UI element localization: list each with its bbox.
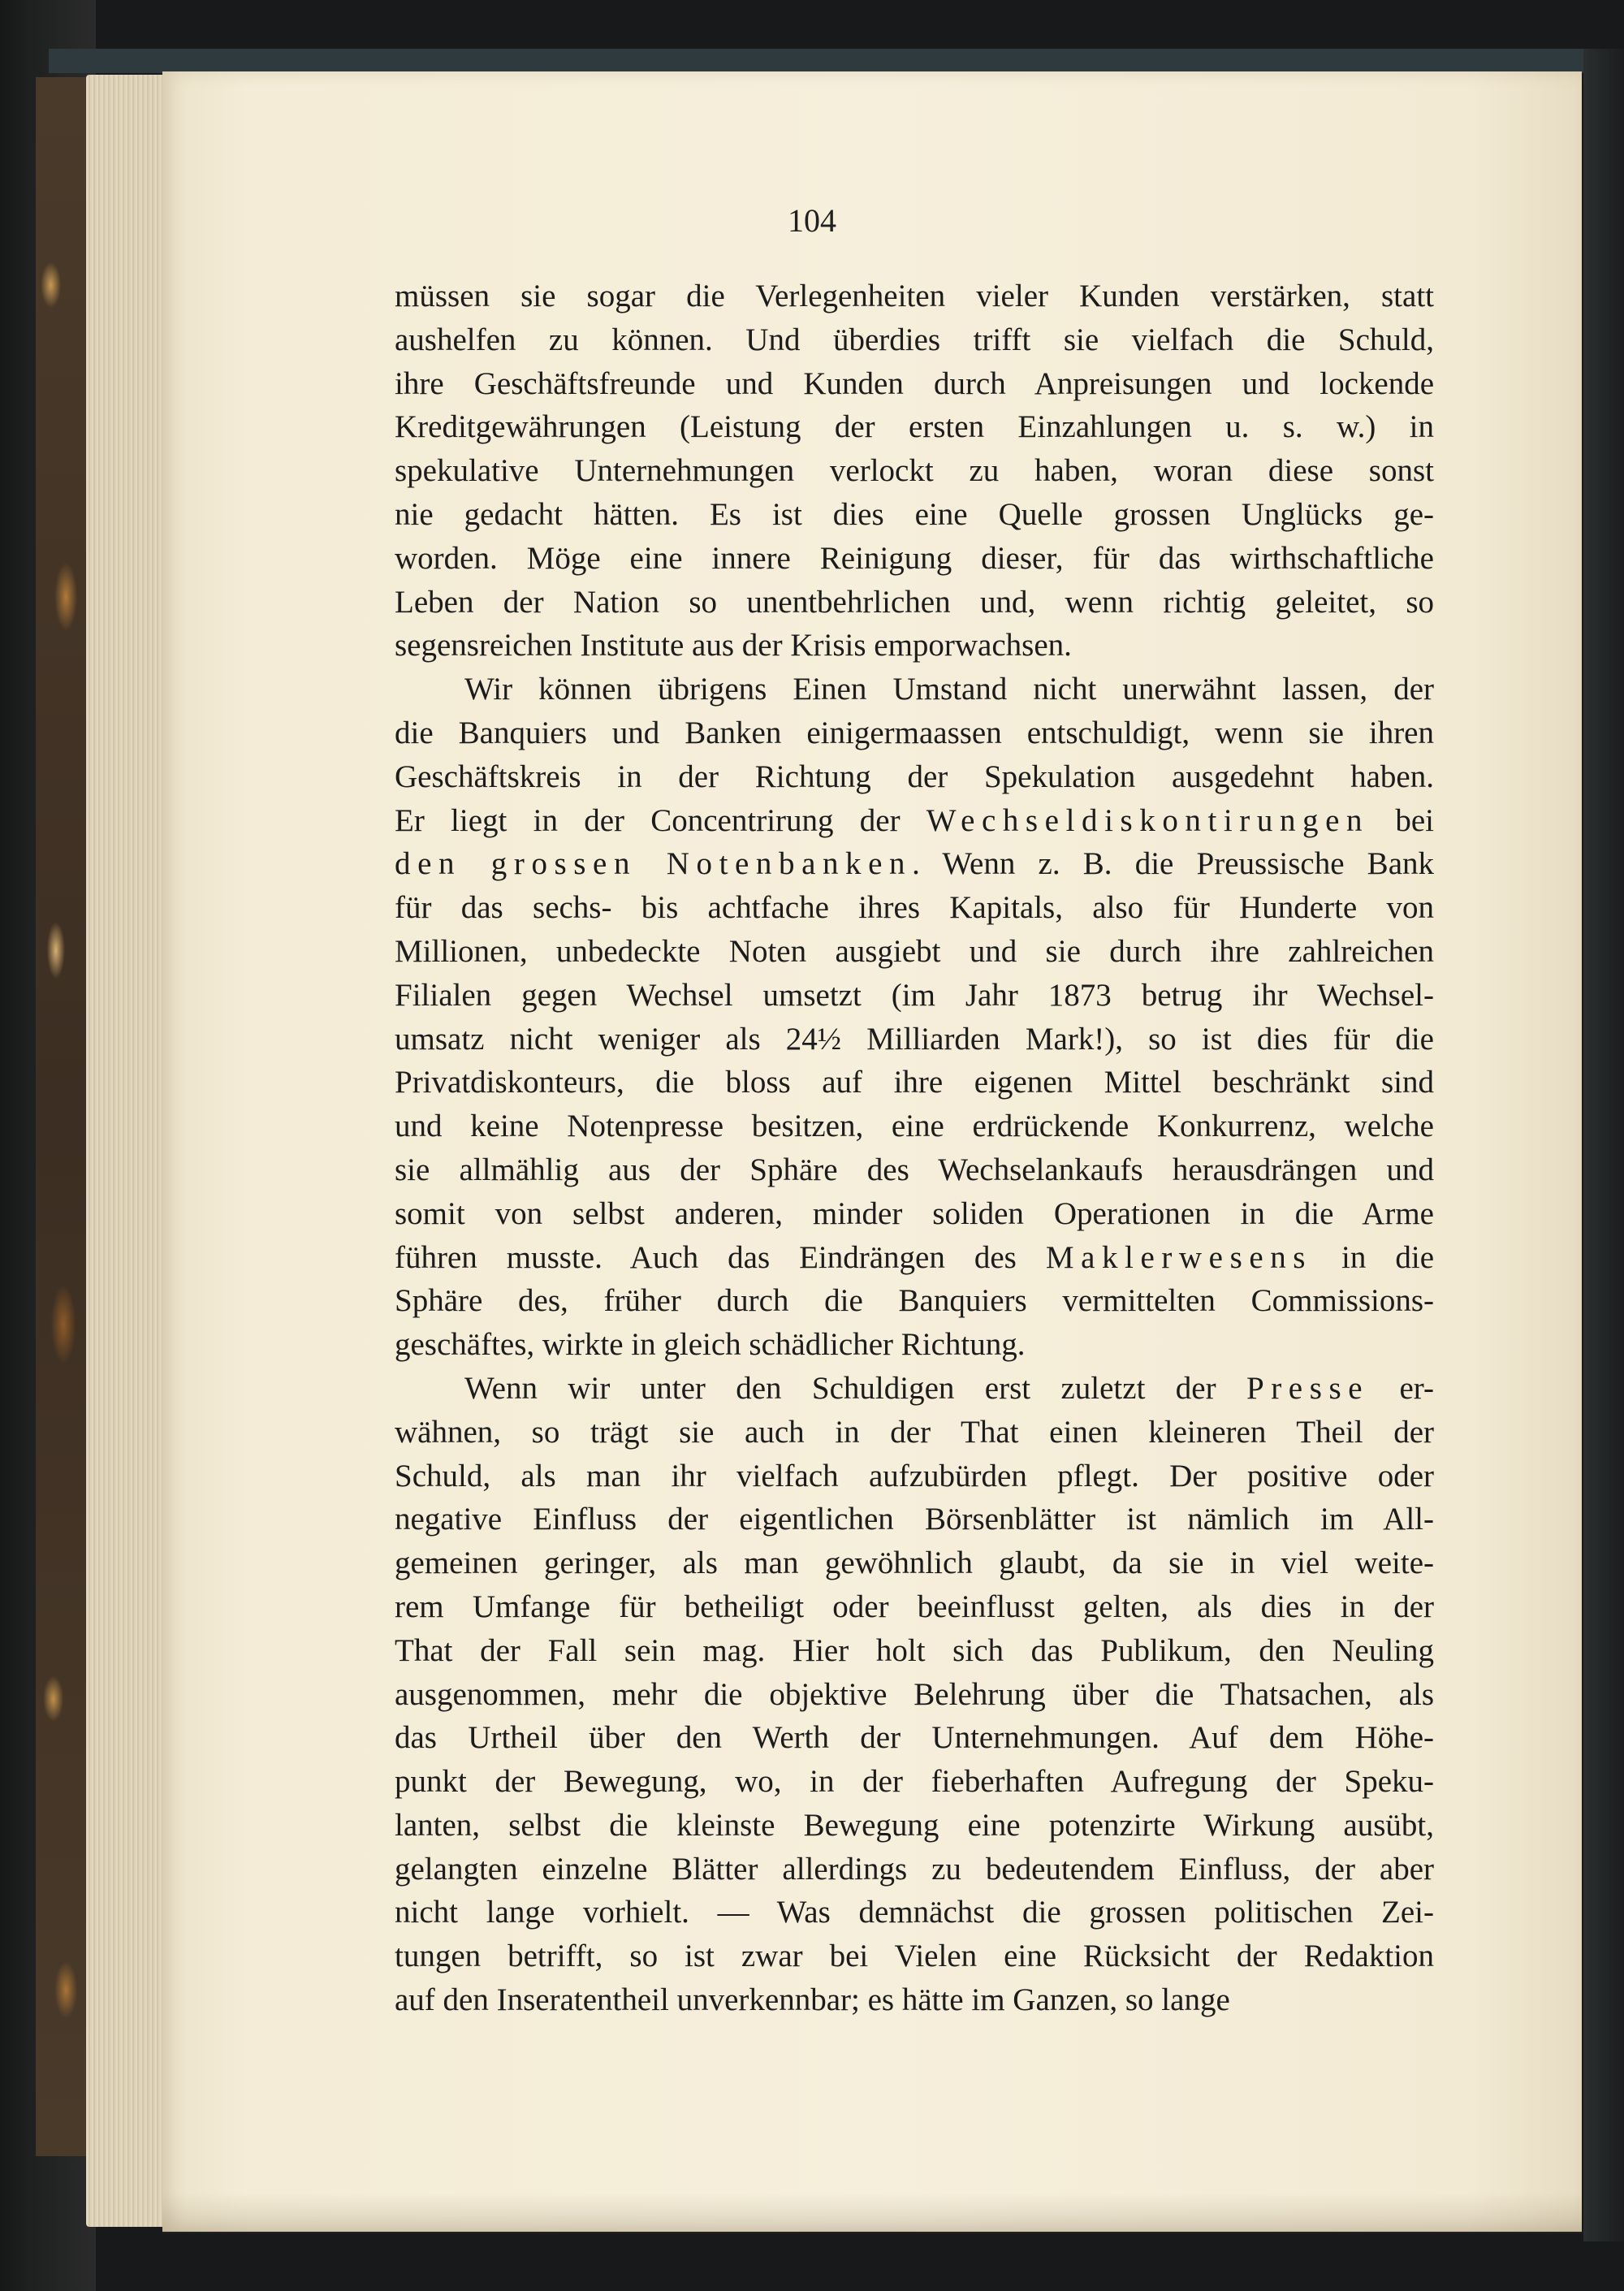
text-line bbox=[395, 1323, 1434, 1367]
text-line bbox=[395, 1367, 1434, 1411]
text-segment: Sphäre des, früher durch die Banquiers vermittelten Commissions- bbox=[395, 1283, 1434, 1319]
text-line bbox=[395, 1760, 1434, 1804]
text-segment: geschäftes, wirkte in gleich schädlicher Richtung. bbox=[395, 1327, 1026, 1363]
text-segment: Leben der Nation so unentbehrlichen und, wenn richtig geleitet, so bbox=[395, 584, 1434, 620]
text-line bbox=[395, 1716, 1434, 1760]
spaced-emphasis: Wechseldiskontirungen bbox=[926, 802, 1370, 838]
spaced-emphasis: Maklerwesens bbox=[1045, 1239, 1313, 1275]
text-line bbox=[395, 1498, 1434, 1541]
text-segment: Millionen, unbedeckte Noten ausgiebt und sie durch ihre zahlreichen bbox=[395, 933, 1434, 969]
text-segment: umsatz nicht weniger als 24½ Milliarden Mark!), so ist dies für die bbox=[395, 1021, 1434, 1057]
text-line bbox=[395, 1236, 1434, 1280]
text-segment: Privatdiskonteurs, die bloss auf ihre eigenen Mittel beschränkt sind bbox=[395, 1065, 1434, 1100]
text-segment: somit von selbst anderen, minder soliden Operationen in die Arme bbox=[395, 1195, 1434, 1231]
text-line bbox=[395, 1848, 1434, 1891]
text-segment: Kreditgewährungen (Leistung der ersten Einzahlungen u. s. w.) in bbox=[395, 409, 1434, 445]
text-segment: aushelfen zu können. Und überdies trifft sie vielfach die Schuld, bbox=[395, 322, 1434, 357]
text-segment: punkt der Bewegung, wo, in der fieberhaften Aufregung der Speku- bbox=[395, 1764, 1434, 1800]
text-line bbox=[395, 318, 1434, 362]
text-segment: segensreichen Institute aus der Krisis emporwachsen. bbox=[395, 628, 1072, 664]
text-line bbox=[395, 842, 1434, 886]
text-segment: . Wenn z. B. die Preussische Bank bbox=[912, 846, 1435, 882]
text-line bbox=[395, 755, 1434, 799]
text-segment: ihre Geschäftsfreunde und Kunden durch Anpreisungen und lockende bbox=[395, 365, 1434, 401]
text-line bbox=[395, 930, 1434, 974]
text-line bbox=[395, 974, 1434, 1018]
text-line bbox=[395, 886, 1434, 930]
text-line bbox=[395, 537, 1434, 581]
text-segment: Filialen gegen Wechsel umsetzt (im Jahr 1873 betrug ihr Wechsel- bbox=[395, 977, 1434, 1013]
text-segment: führen musste. Auch das Eindrängen des bbox=[395, 1239, 1046, 1275]
text-line bbox=[395, 624, 1434, 668]
text-segment: gemeinen geringer, als man gewöhnlich glaubt, da sie in viel weite- bbox=[395, 1545, 1434, 1581]
text-segment: das Urtheil über den Werth der Unternehmungen. Auf dem Höhe- bbox=[395, 1720, 1434, 1756]
text-line bbox=[395, 1934, 1434, 1978]
text-line bbox=[395, 1279, 1434, 1323]
text-line bbox=[395, 1061, 1434, 1104]
page-number: 104 bbox=[788, 202, 836, 239]
text-segment: für das sechs- bis achtfache ihres Kapitals, also für Hunderte von bbox=[395, 890, 1434, 926]
text-line bbox=[395, 1673, 1434, 1717]
text-line bbox=[395, 1018, 1434, 1061]
text-segment: die Banquiers und Banken einigermaassen entschuldigt, wenn sie ihren bbox=[395, 715, 1434, 750]
text-segment: gelangten einzelne Blätter allerdings zu bedeutendem Einfluss, der aber bbox=[395, 1851, 1434, 1887]
text-line bbox=[395, 799, 1434, 843]
body-text bbox=[395, 274, 1434, 2022]
text-line bbox=[395, 1104, 1434, 1148]
text-segment: lanten, selbst die kleinste Bewegung eine potenzirte Wirkung ausübt, bbox=[395, 1807, 1434, 1843]
text-segment: ausgenommen, mehr die objektive Belehrung über die Thatsachen, als bbox=[395, 1676, 1434, 1712]
page-bottom-shadow bbox=[162, 2193, 1582, 2233]
text-line bbox=[395, 1411, 1434, 1455]
text-line bbox=[395, 1192, 1434, 1236]
text-segment: in die bbox=[1312, 1239, 1435, 1275]
spaced-emphasis: den grossen Notenbanken bbox=[395, 846, 913, 882]
text-segment: negative Einfluss der eigentlichen Börsenblätter ist nämlich im All- bbox=[395, 1502, 1434, 1537]
text-segment: That der Fall sein mag. Hier holt sich das Publikum, den Neuling bbox=[395, 1632, 1434, 1668]
text-segment: er- bbox=[1369, 1370, 1434, 1406]
text-line bbox=[395, 1629, 1434, 1673]
text-segment: worden. Möge eine innere Reinigung dieser, für das wirthschaftliche bbox=[395, 540, 1434, 576]
text-line bbox=[395, 1891, 1434, 1934]
text-line bbox=[395, 493, 1434, 537]
text-line bbox=[395, 1455, 1434, 1498]
text-segment: tungen betrifft, so ist zwar bei Vielen eine Rücksicht der Redaktion bbox=[395, 1939, 1434, 1974]
text-line bbox=[395, 1148, 1434, 1192]
text-segment: Geschäftskreis in der Richtung der Spekulation ausgedehnt haben. bbox=[395, 759, 1434, 794]
spaced-emphasis: Presse bbox=[1246, 1370, 1370, 1406]
text-segment: wähnen, so trägt sie auch in der That einen kleineren Theil der bbox=[395, 1414, 1434, 1450]
text-segment: bei bbox=[1369, 802, 1434, 838]
text-segment: und keine Notenpresse besitzen, eine erdrückende Konkurrenz, welche bbox=[395, 1109, 1434, 1144]
text-segment: Wenn wir unter den Schuldigen erst zuletzt der bbox=[464, 1370, 1246, 1406]
text-line bbox=[395, 1978, 1434, 2022]
text-segment: nicht lange vorhielt. — Was demnächst die grossen politischen Zei- bbox=[395, 1895, 1434, 1930]
book-cover-right bbox=[1583, 49, 1624, 2241]
text-segment: Er liegt in der Concentrirung der bbox=[395, 802, 926, 838]
text-line bbox=[395, 449, 1434, 493]
text-segment: sie allmählig aus der Sphäre des Wechselankaufs herausdrängen und bbox=[395, 1152, 1434, 1187]
book-cover-top bbox=[49, 49, 1583, 73]
text-segment: Schuld, als man ihr vielfach aufzubürden pflegt. Der positive oder bbox=[395, 1458, 1434, 1493]
text-segment: rem Umfange für betheiligt oder beeinflusst gelten, als dies in der bbox=[395, 1589, 1434, 1624]
marbled-edge bbox=[36, 77, 86, 2156]
text-line bbox=[395, 1541, 1434, 1585]
text-line bbox=[395, 668, 1434, 711]
text-line bbox=[395, 274, 1434, 318]
text-segment: auf den Inseratentheil unverkennbar; es hätte im Ganzen, so lange bbox=[395, 1982, 1230, 2018]
text-segment: spekulative Unternehmungen verlockt zu haben, woran diese sonst bbox=[395, 453, 1434, 489]
text-line bbox=[395, 581, 1434, 625]
text-line bbox=[395, 405, 1434, 449]
text-segment: müssen sie sogar die Verlegenheiten vieler Kunden verstärken, statt bbox=[395, 279, 1434, 313]
text-segment: Wir können übrigens Einen Umstand nicht unerwähnt lassen, der bbox=[464, 672, 1434, 707]
text-segment: nie gedacht hätten. Es ist dies eine Quelle grossen Unglücks ge- bbox=[395, 496, 1434, 532]
text-line bbox=[395, 1804, 1434, 1848]
text-line bbox=[395, 711, 1434, 755]
text-line bbox=[395, 1585, 1434, 1629]
text-line bbox=[395, 362, 1434, 406]
